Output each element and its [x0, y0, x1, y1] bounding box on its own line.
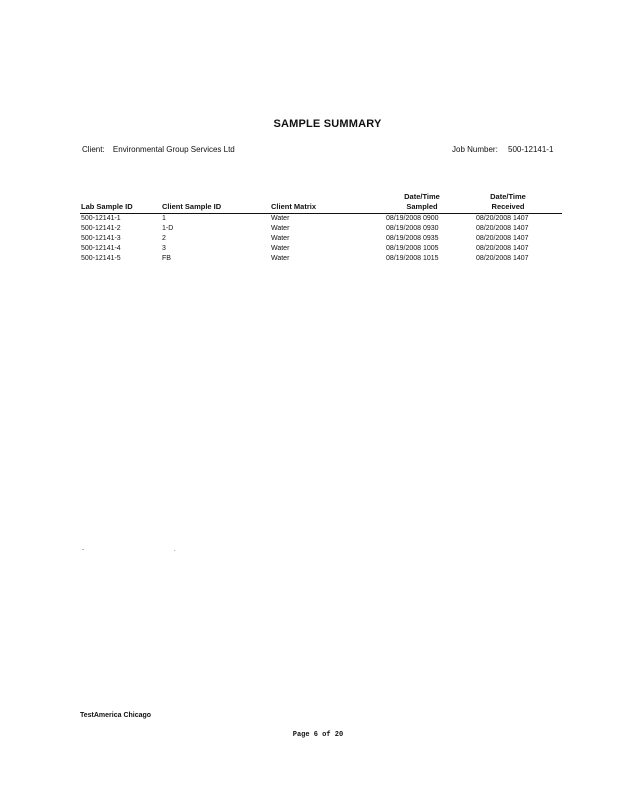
client-matrix-cell: Water — [271, 225, 290, 232]
header-date-time-received — [478, 192, 538, 212]
date-received-cell: 08/20/2008 1407 — [476, 245, 529, 252]
sample-summary-table — [80, 192, 562, 264]
job-number-value: 500-12141-1 — [508, 145, 554, 154]
client-matrix-cell: Water — [271, 255, 290, 262]
table-header — [80, 192, 562, 214]
table-row — [80, 224, 562, 234]
job-number-label: Job Number: — [452, 145, 498, 154]
date-received-cell: 08/20/2008 1407 — [476, 235, 529, 242]
client-sample-id-cell: 1 — [162, 215, 166, 222]
client-name: Environmental Group Services Ltd — [112, 145, 235, 154]
header-received-line2: Received — [491, 202, 525, 211]
lab-sample-id-cell: 500-12141-3 — [81, 235, 121, 242]
date-sampled-cell: 08/19/2008 0930 — [386, 225, 439, 232]
client-matrix-cell: Water — [271, 215, 290, 222]
footer-company-name: TestAmerica Chicago — [80, 712, 152, 719]
client-matrix-cell: Water — [271, 235, 290, 242]
table-row — [80, 214, 562, 224]
header-date-time-sampled — [390, 192, 454, 212]
table-body — [80, 214, 562, 264]
date-received-cell: 08/20/2008 1407 — [476, 225, 529, 232]
date-sampled-cell: 08/19/2008 1015 — [386, 255, 439, 262]
lab-sample-id-cell: 500-12141-4 — [81, 245, 121, 252]
date-sampled-cell: 08/19/2008 0935 — [386, 235, 439, 242]
table-row — [80, 244, 562, 254]
header-client-matrix: Client Matrix — [271, 202, 317, 211]
scan-mark-right: . — [174, 547, 176, 553]
header-lab-sample-id: Lab Sample ID — [81, 202, 133, 211]
header-sampled-line2: Sampled — [406, 202, 438, 211]
header-client-sample-id: Client Sample ID — [162, 202, 222, 211]
header-sampled-line1: Date/Time — [404, 192, 440, 201]
client-sample-id-cell: 3 — [162, 245, 166, 252]
document-title: SAMPLE SUMMARY — [273, 118, 382, 130]
footer-page-number: Page 6 of 20 — [292, 731, 344, 739]
lab-sample-id-cell: 500-12141-1 — [81, 215, 121, 222]
header-received-line1: Date/Time — [490, 192, 526, 201]
client-sample-id-cell: 1-D — [162, 225, 174, 232]
lab-sample-id-cell: 500-12141-2 — [81, 225, 121, 232]
date-sampled-cell: 08/19/2008 1005 — [386, 245, 439, 252]
scan-mark-left: - — [82, 547, 84, 553]
job-number-line — [452, 145, 553, 154]
table-row — [80, 234, 562, 244]
client-sample-id-cell: 2 — [162, 235, 166, 242]
lab-sample-id-cell: 500-12141-5 — [81, 255, 121, 262]
date-received-cell: 08/20/2008 1407 — [476, 215, 529, 222]
date-received-cell: 08/20/2008 1407 — [476, 255, 529, 262]
client-line — [82, 145, 235, 154]
client-matrix-cell: Water — [271, 245, 290, 252]
client-label: Client: — [82, 145, 105, 154]
client-sample-id-cell: FB — [162, 255, 171, 262]
date-sampled-cell: 08/19/2008 0900 — [386, 215, 439, 222]
table-row — [80, 254, 562, 264]
